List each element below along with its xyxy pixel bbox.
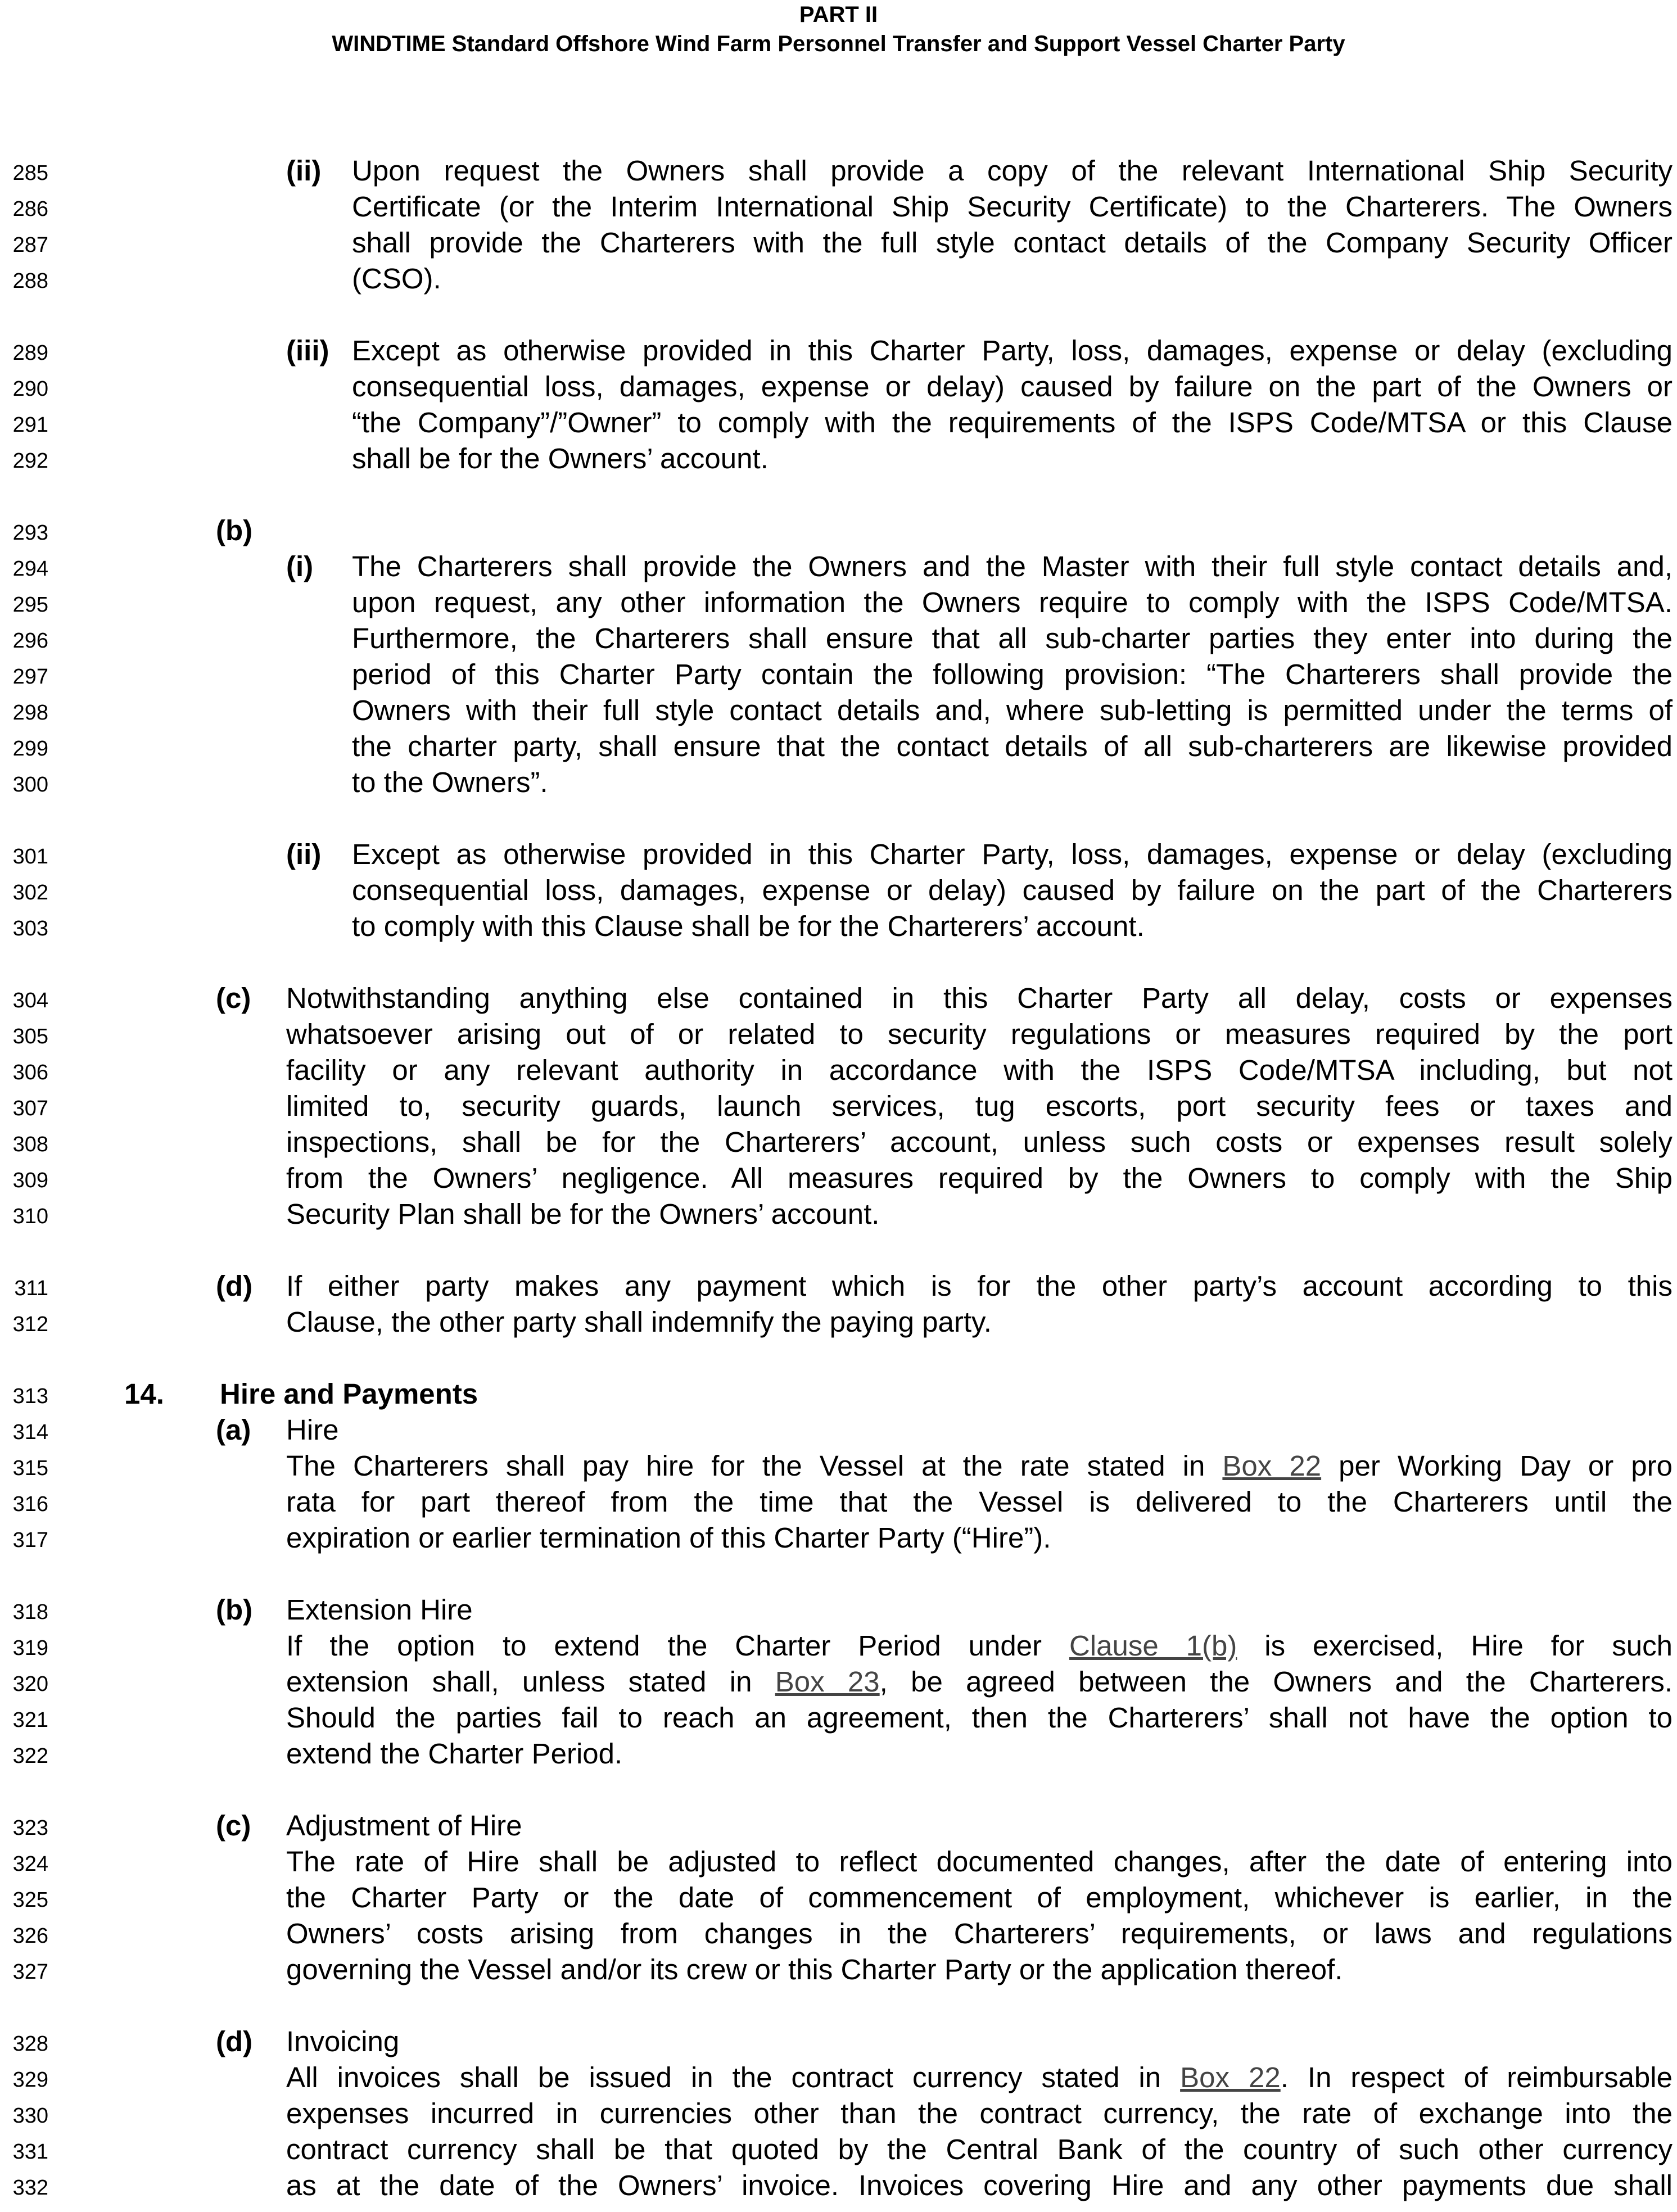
body-text-line <box>286 2096 1673 2132</box>
text-segment: If either party makes any payment which is for the other party’s account according to this <box>286 1270 1673 1302</box>
body-text-line <box>352 765 1673 800</box>
body-text-line <box>352 261 1673 297</box>
body-text-line <box>286 1124 1673 1160</box>
line-number: 320 <box>12 1672 48 1696</box>
line-number: 294 <box>12 557 48 581</box>
text-segment: to comply with this Clause shall be for the Charterers’ account. <box>352 910 1145 942</box>
body-text-line <box>352 333 1673 369</box>
paragraph-label: (d) <box>216 1270 253 1302</box>
body-text-line <box>352 549 1673 585</box>
paragraph-label: (i) <box>286 550 314 582</box>
text-segment: shall provide the Charterers with the full style contact details of the Company Security Officer <box>352 227 1673 259</box>
line-number: 300 <box>12 773 48 797</box>
body-text-line <box>286 1052 1673 1088</box>
line-number: 301 <box>12 845 48 868</box>
body-text-line <box>286 1088 1673 1124</box>
body-text-line <box>286 1268 1673 1304</box>
body-text-line <box>352 225 1673 261</box>
text-segment: as at the date of the Owners’ invoice. Invoices covering Hire and any other payments due shall <box>286 2169 1673 2201</box>
text-segment: Adjustment of Hire <box>286 1810 522 1842</box>
body-text-line <box>352 836 1673 872</box>
body-text-line <box>286 1304 1673 1340</box>
line-number: 303 <box>12 917 48 940</box>
text-segment: Invoicing <box>286 2025 400 2057</box>
body-text-line <box>286 1412 1673 1448</box>
body-text-line <box>286 1844 1673 1880</box>
line-number: 299 <box>12 737 48 761</box>
line-number: 297 <box>12 665 48 689</box>
text-segment: from the Owners’ negligence. All measures required by the Owners to comply with the Ship <box>286 1162 1673 1194</box>
line-number: 287 <box>12 233 48 257</box>
paragraph-label: (ii) <box>286 155 322 187</box>
line-number: 285 <box>12 161 48 185</box>
body-text-line <box>286 980 1673 1016</box>
text-segment: contract currency shall be that quoted by the Central Bank of the country of such other currency <box>286 2133 1673 2165</box>
part-label: PART II <box>799 2 878 27</box>
line-number: 306 <box>12 1061 48 1084</box>
line-number: 308 <box>12 1133 48 1156</box>
body-text-line <box>286 1736 1673 1772</box>
document-title: WINDTIME Standard Offshore Wind Farm Personnel Transfer and Support Vessel Charter Party <box>332 31 1345 56</box>
line-number: 315 <box>12 1456 48 1480</box>
text-segment: Except as otherwise provided in this Charter Party, loss, damages, expense or delay (excluding <box>352 838 1673 870</box>
body-text-line <box>352 441 1673 477</box>
body-text-line <box>352 908 1673 944</box>
text-segment: expiration or earlier termination of this Charter Party (“Hire”). <box>286 1522 1051 1554</box>
text-segment: limited to, security guards, launch services, tug escorts, port security fees or taxes and <box>286 1090 1673 1122</box>
line-number: 309 <box>12 1169 48 1192</box>
line-number: 331 <box>12 2140 48 2164</box>
line-number: 290 <box>12 377 48 401</box>
text-segment: to the Owners”. <box>352 766 548 798</box>
body-text-line <box>286 2132 1673 2168</box>
paragraph-label: (d) <box>216 2025 253 2057</box>
text-segment: Owners’ costs arising from changes in the Charterers’ requirements, or laws and regulations <box>286 1917 1673 1949</box>
line-number: 298 <box>12 701 48 725</box>
text-segment: Hire <box>286 1414 339 1446</box>
line-number: 291 <box>12 413 48 437</box>
line-number: 323 <box>12 1816 48 1840</box>
text-segment: If the option to extend the Charter Period under <box>286 1630 1069 1662</box>
text-segment: extension shall, unless stated in <box>286 1666 775 1698</box>
body-text-line <box>286 1160 1673 1196</box>
line-number: 330 <box>12 2104 48 2128</box>
line-number: 318 <box>12 1600 48 1624</box>
text-segment: (CSO). <box>352 263 441 295</box>
text-segment: Notwithstanding anything else contained in this Charter Party all delay, costs or expenses <box>286 982 1673 1014</box>
line-number: 322 <box>12 1744 48 1768</box>
body-text-line <box>286 1880 1673 1916</box>
paragraph-label: (c) <box>216 982 251 1014</box>
body-text-line <box>286 1016 1673 1052</box>
line-number: 324 <box>12 1852 48 1876</box>
body-text-line <box>286 1448 1673 1484</box>
paragraph-label: (iii) <box>286 334 329 367</box>
line-number: 329 <box>12 2068 48 2092</box>
text-segment: Upon request the Owners shall provide a copy of the relevant International Ship Security <box>352 155 1673 187</box>
body-text-line <box>352 729 1673 765</box>
clause-heading: Hire and Payments <box>220 1378 478 1410</box>
text-segment: Clause, the other party shall indemnify the paying party. <box>286 1306 992 1338</box>
cross-reference-link[interactable]: Box 22 <box>1222 1450 1322 1482</box>
text-segment: period of this Charter Party contain the following provision: “The Charterers shall provide the <box>352 658 1673 690</box>
text-segment: Certificate (or the Interim International Ship Security Certificate) to the Charterers. The Owners <box>352 191 1673 223</box>
body-text-line <box>286 2060 1673 2096</box>
line-number: 325 <box>12 1888 48 1912</box>
text-segment: governing the Vessel and/or its crew or this Charter Party or the application thereof. <box>286 1953 1343 1985</box>
line-number: 314 <box>12 1421 48 1444</box>
body-text-line <box>286 1592 1673 1628</box>
body-text-line <box>352 369 1673 405</box>
text-segment: All invoices shall be issued in the contract currency stated in <box>286 2061 1181 2093</box>
line-number: 317 <box>12 1528 48 1552</box>
body-text-line <box>352 585 1673 621</box>
body-text-line <box>352 872 1673 908</box>
text-segment: shall be for the Owners’ account. <box>352 442 769 474</box>
line-number: 296 <box>12 629 48 653</box>
body-text-line <box>352 621 1673 657</box>
line-number: 332 <box>12 2176 48 2200</box>
body-text-line <box>286 1952 1673 1988</box>
paragraph-label: (a) <box>216 1414 251 1446</box>
text-segment: the charter party, shall ensure that the contact details of all sub-charterers are likewise provided <box>352 730 1673 762</box>
line-number: 327 <box>12 1960 48 1984</box>
body-text-line <box>286 1916 1673 1952</box>
line-number: 288 <box>12 269 48 293</box>
body-text-line <box>352 189 1673 225</box>
text-segment: whatsoever arising out of or related to security regulations or measures required by the port <box>286 1018 1673 1050</box>
clause-number: 14. <box>124 1378 164 1410</box>
body-text-line <box>286 1700 1673 1736</box>
text-segment: Except as otherwise provided in this Charter Party, loss, damages, expense or delay (excluding <box>352 334 1673 367</box>
text-segment: upon request, any other information the Owners require to comply with the ISPS Code/MTSA. <box>352 586 1673 618</box>
text-segment: “the Company”/”Owner” to comply with the requirements of the ISPS Code/MTSA or this Clause <box>352 406 1673 438</box>
text-segment: The Charterers shall pay hire for the Vessel at the rate stated in <box>286 1450 1223 1482</box>
line-number: 292 <box>12 449 48 473</box>
body-text-line <box>286 1664 1673 1700</box>
cross-reference-link[interactable]: Box 22 <box>1180 2061 1281 2093</box>
line-number: 305 <box>12 1025 48 1048</box>
text-segment: The Charterers shall provide the Owners and the Master with their full style contact details and, <box>352 550 1673 582</box>
paragraph-label: (c) <box>216 1810 251 1842</box>
line-number: 293 <box>12 521 48 545</box>
body-text-line <box>286 1808 1673 1844</box>
line-number: 312 <box>12 1313 48 1336</box>
text-segment: extend the Charter Period. <box>286 1738 623 1770</box>
line-number: 302 <box>12 881 48 904</box>
text-segment: Furthermore, the Charterers shall ensure that all sub-charter parties they enter into during the <box>352 622 1673 654</box>
text-segment: consequential loss, damages, expense or delay) caused by failure on the part of the Owners or <box>352 370 1673 402</box>
line-number: 326 <box>12 1924 48 1948</box>
text-segment: . In respect of reimbursable <box>1280 2061 1673 2093</box>
line-number: 307 <box>12 1097 48 1120</box>
body-text-line <box>352 657 1673 693</box>
text-segment: Should the parties fail to reach an agreement, then the Charterers’ shall not have the option to <box>286 1702 1673 1734</box>
text-segment: The rate of Hire shall be adjusted to reflect documented changes, after the date of entering into <box>286 1845 1673 1878</box>
text-segment: is exercised, Hire for such <box>1237 1630 1673 1662</box>
paragraph-label: (b) <box>216 514 253 546</box>
line-number: 289 <box>12 341 48 365</box>
text-segment: , be agreed between the Owners and the Charterers. <box>879 1666 1673 1698</box>
text-segment: Extension Hire <box>286 1594 473 1626</box>
text-segment: per Working Day or pro <box>1321 1450 1673 1482</box>
body-text-line <box>286 2024 1673 2060</box>
text-segment: facility or any relevant authority in accordance with the ISPS Code/MTSA including, but not <box>286 1054 1673 1086</box>
text-segment: expenses incurred in currencies other than the contract currency, the rate of exchange into the <box>286 2097 1673 2129</box>
text-segment: consequential loss, damages, expense or delay) caused by failure on the part of the Charterers <box>352 874 1673 906</box>
body-text-line <box>352 405 1673 441</box>
cross-reference-link[interactable]: Clause 1(b) <box>1069 1630 1237 1662</box>
line-number: 311 <box>14 1277 48 1300</box>
body-text-line <box>286 1484 1673 1520</box>
line-number: 304 <box>12 989 48 1012</box>
line-number: 286 <box>12 197 48 221</box>
body-text-line <box>286 1520 1673 1556</box>
text-segment: Owners with their full style contact details and, where sub-letting is permitted under the terms of <box>352 694 1673 726</box>
text-segment: Security Plan shall be for the Owners’ account. <box>286 1198 880 1230</box>
line-number: 310 <box>12 1205 48 1228</box>
text-segment: rata for part thereof from the time that the Vessel is delivered to the Charterers until the <box>286 1486 1673 1518</box>
body-text-line <box>286 1628 1673 1664</box>
line-number: 328 <box>12 2032 48 2056</box>
text-segment: the Charter Party or the date of commencement of employment, whichever is earlier, in the <box>286 1881 1673 1914</box>
line-number: 313 <box>12 1385 48 1408</box>
body-text-line <box>352 693 1673 729</box>
cross-reference-link[interactable]: Box 23 <box>775 1666 880 1698</box>
text-segment: inspections, shall be for the Charterers’ account, unless such costs or expenses result solely <box>286 1126 1673 1158</box>
line-number: 319 <box>12 1636 48 1660</box>
paragraph-label: (b) <box>216 1594 253 1626</box>
line-number: 321 <box>12 1708 48 1732</box>
line-number: 316 <box>12 1492 48 1516</box>
paragraph-label: (ii) <box>286 838 322 870</box>
body-text-line <box>286 2168 1673 2204</box>
line-number: 295 <box>12 593 48 617</box>
body-text-line <box>352 153 1673 189</box>
body-text-line <box>286 1196 1673 1232</box>
